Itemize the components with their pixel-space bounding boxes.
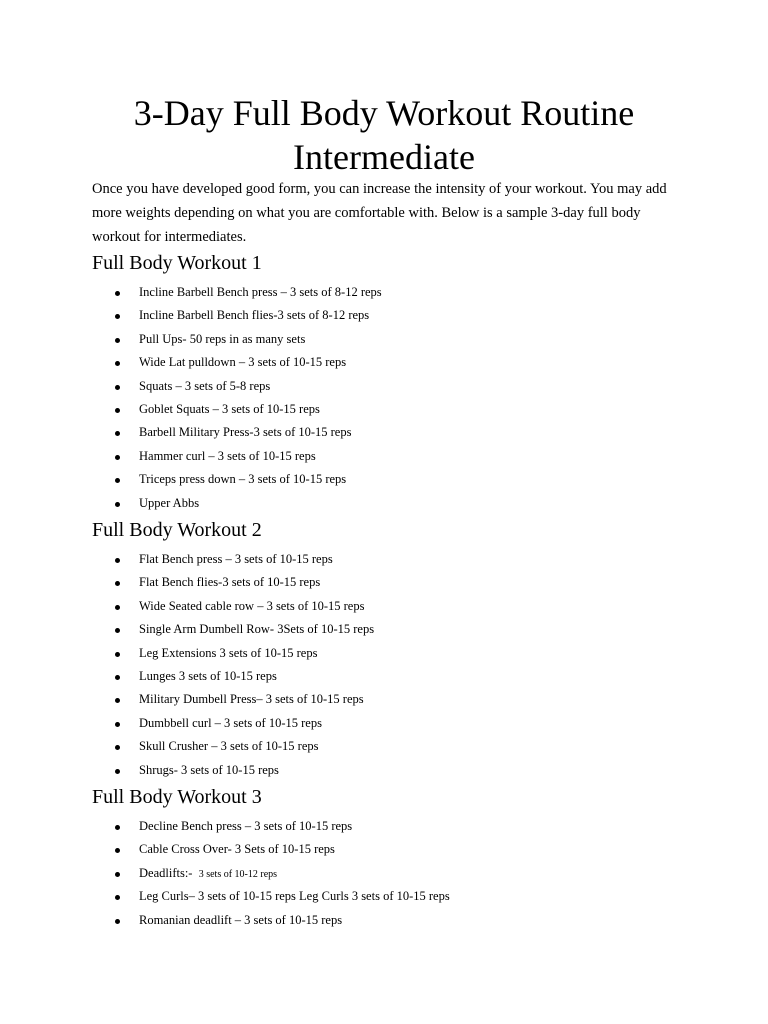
- list-item: [92, 909, 692, 932]
- list-item-text: Dumbbell curl – 3 sets of 10-15 reps: [139, 715, 322, 730]
- bullet-icon: [115, 675, 120, 680]
- bullet-icon: [115, 698, 120, 703]
- bullet-icon: [115, 895, 120, 900]
- list-item-text: Upper Abbs: [139, 495, 200, 510]
- bullet-icon: [115, 872, 120, 877]
- bullet-icon: [115, 745, 120, 750]
- bullet-icon: [115, 408, 120, 413]
- list-item: [92, 595, 692, 618]
- list-item-text: Shrugs- 3 sets of 10-15 reps: [139, 762, 279, 777]
- bullet-icon: [115, 581, 120, 586]
- bullet-icon: [115, 769, 120, 774]
- list-item-text: Wide Lat pulldown – 3 sets of 10-15 reps: [139, 355, 347, 370]
- bullet-icon: [115, 431, 120, 436]
- list-item: [92, 445, 692, 468]
- list-item-text: Barbell Military Press-3 sets of 10-15 reps: [139, 425, 352, 440]
- workout-2-list: [92, 548, 692, 782]
- bullet-icon: [115, 558, 120, 563]
- list-item: [92, 735, 692, 758]
- list-item-text: Pull Ups- 50 reps in as many sets: [139, 331, 306, 346]
- workout-1-list: [92, 281, 692, 515]
- list-item: [92, 548, 692, 571]
- list-item: [92, 665, 692, 688]
- workout-3-heading: Full Body Workout 3: [92, 786, 262, 808]
- list-item-text: Flat Bench press – 3 sets of 10-15 reps: [139, 552, 333, 566]
- bullet-icon: [115, 385, 120, 390]
- bullet-icon: [115, 291, 120, 296]
- list-item: [92, 642, 692, 665]
- bullet-icon: [115, 502, 120, 507]
- list-item-text: Flat Bench flies-3 sets of 10-15 reps: [139, 575, 321, 590]
- list-item-text: Triceps press down – 3 sets of 10-15 reps: [139, 472, 347, 487]
- list-item-text: Wide Seated cable row – 3 sets of 10-15 reps: [139, 598, 365, 613]
- bullet-icon: [115, 652, 120, 657]
- bullet-icon: [115, 825, 120, 830]
- list-item-text: Military Dumbell Press– 3 sets of 10-15 reps: [139, 692, 364, 707]
- list-item: [92, 838, 692, 861]
- bullet-icon: [115, 722, 120, 727]
- list-item-text: Goblet Squats – 3 sets of 10-15 reps: [139, 401, 320, 416]
- list-item-text: Lunges 3 sets of 10-15 reps: [139, 668, 277, 683]
- intro-paragraph: Once you have developed good form, you can increase the intensity of your workout. You may add more weights depending on what you are comfortable with. Below is a sample 3-day full body workout for intermediates.: [92, 181, 667, 245]
- list-item: [92, 351, 692, 374]
- list-item-text: Hammer curl – 3 sets of 10-15 reps: [139, 448, 316, 463]
- workout-2-heading: Full Body Workout 2: [92, 519, 262, 541]
- list-item-text: Incline Barbell Bench flies-3 sets of 8-12 reps: [139, 308, 370, 323]
- list-item-text: Leg Curls– 3 sets of 10-15 reps Leg Curls 3 sets of 10-15 reps: [139, 889, 450, 904]
- bullet-icon: [115, 455, 120, 460]
- list-item: [92, 618, 692, 641]
- bullet-icon: [115, 361, 120, 366]
- page-title: 3-Day Full Body Workout Routine: [133, 93, 635, 133]
- bullet-icon: [115, 919, 120, 924]
- list-item: [92, 281, 692, 304]
- list-item: [92, 328, 692, 351]
- list-item: [92, 862, 692, 885]
- list-item-text: Deadlifts:-: [139, 865, 193, 880]
- list-item: [92, 815, 692, 838]
- bullet-icon: [115, 314, 120, 319]
- list-item-text: Cable Cross Over- 3 Sets of 10-15 reps: [139, 842, 335, 857]
- bullet-icon: [115, 478, 120, 483]
- list-item: [92, 712, 692, 735]
- list-item: [92, 375, 692, 398]
- bullet-icon: [115, 605, 120, 610]
- list-item: [92, 421, 692, 444]
- list-item-text: Romanian deadlift – 3 sets of 10-15 reps: [139, 912, 343, 927]
- workout-1-heading: Full Body Workout 1: [92, 252, 262, 274]
- list-item-text: Leg Extensions 3 sets of 10-15 reps: [139, 645, 318, 660]
- list-item: [92, 571, 692, 594]
- list-item-text: Incline Barbell Bench press – 3 sets of 8-12 reps: [139, 285, 382, 299]
- deadlifts-detail: 3 sets of 10-12 reps: [198, 868, 278, 880]
- list-item: [92, 468, 692, 491]
- list-item-text: Decline Bench press – 3 sets of 10-15 reps: [139, 819, 353, 833]
- bullet-icon: [115, 338, 120, 343]
- bullet-icon: [115, 848, 120, 853]
- list-item: [92, 759, 692, 782]
- list-item: [92, 885, 692, 908]
- list-item: [92, 688, 692, 711]
- list-item: [92, 492, 692, 515]
- workout-3-list: [92, 815, 692, 932]
- list-item: [92, 304, 692, 327]
- page-subtitle: Intermediate: [293, 137, 475, 177]
- list-item-text: Single Arm Dumbell Row- 3Sets of 10-15 reps: [139, 622, 375, 637]
- bullet-icon: [115, 628, 120, 633]
- list-item: [92, 398, 692, 421]
- list-item-text: Squats – 3 sets of 5-8 reps: [139, 378, 271, 393]
- list-item-text: Skull Crusher – 3 sets of 10-15 reps: [139, 739, 319, 754]
